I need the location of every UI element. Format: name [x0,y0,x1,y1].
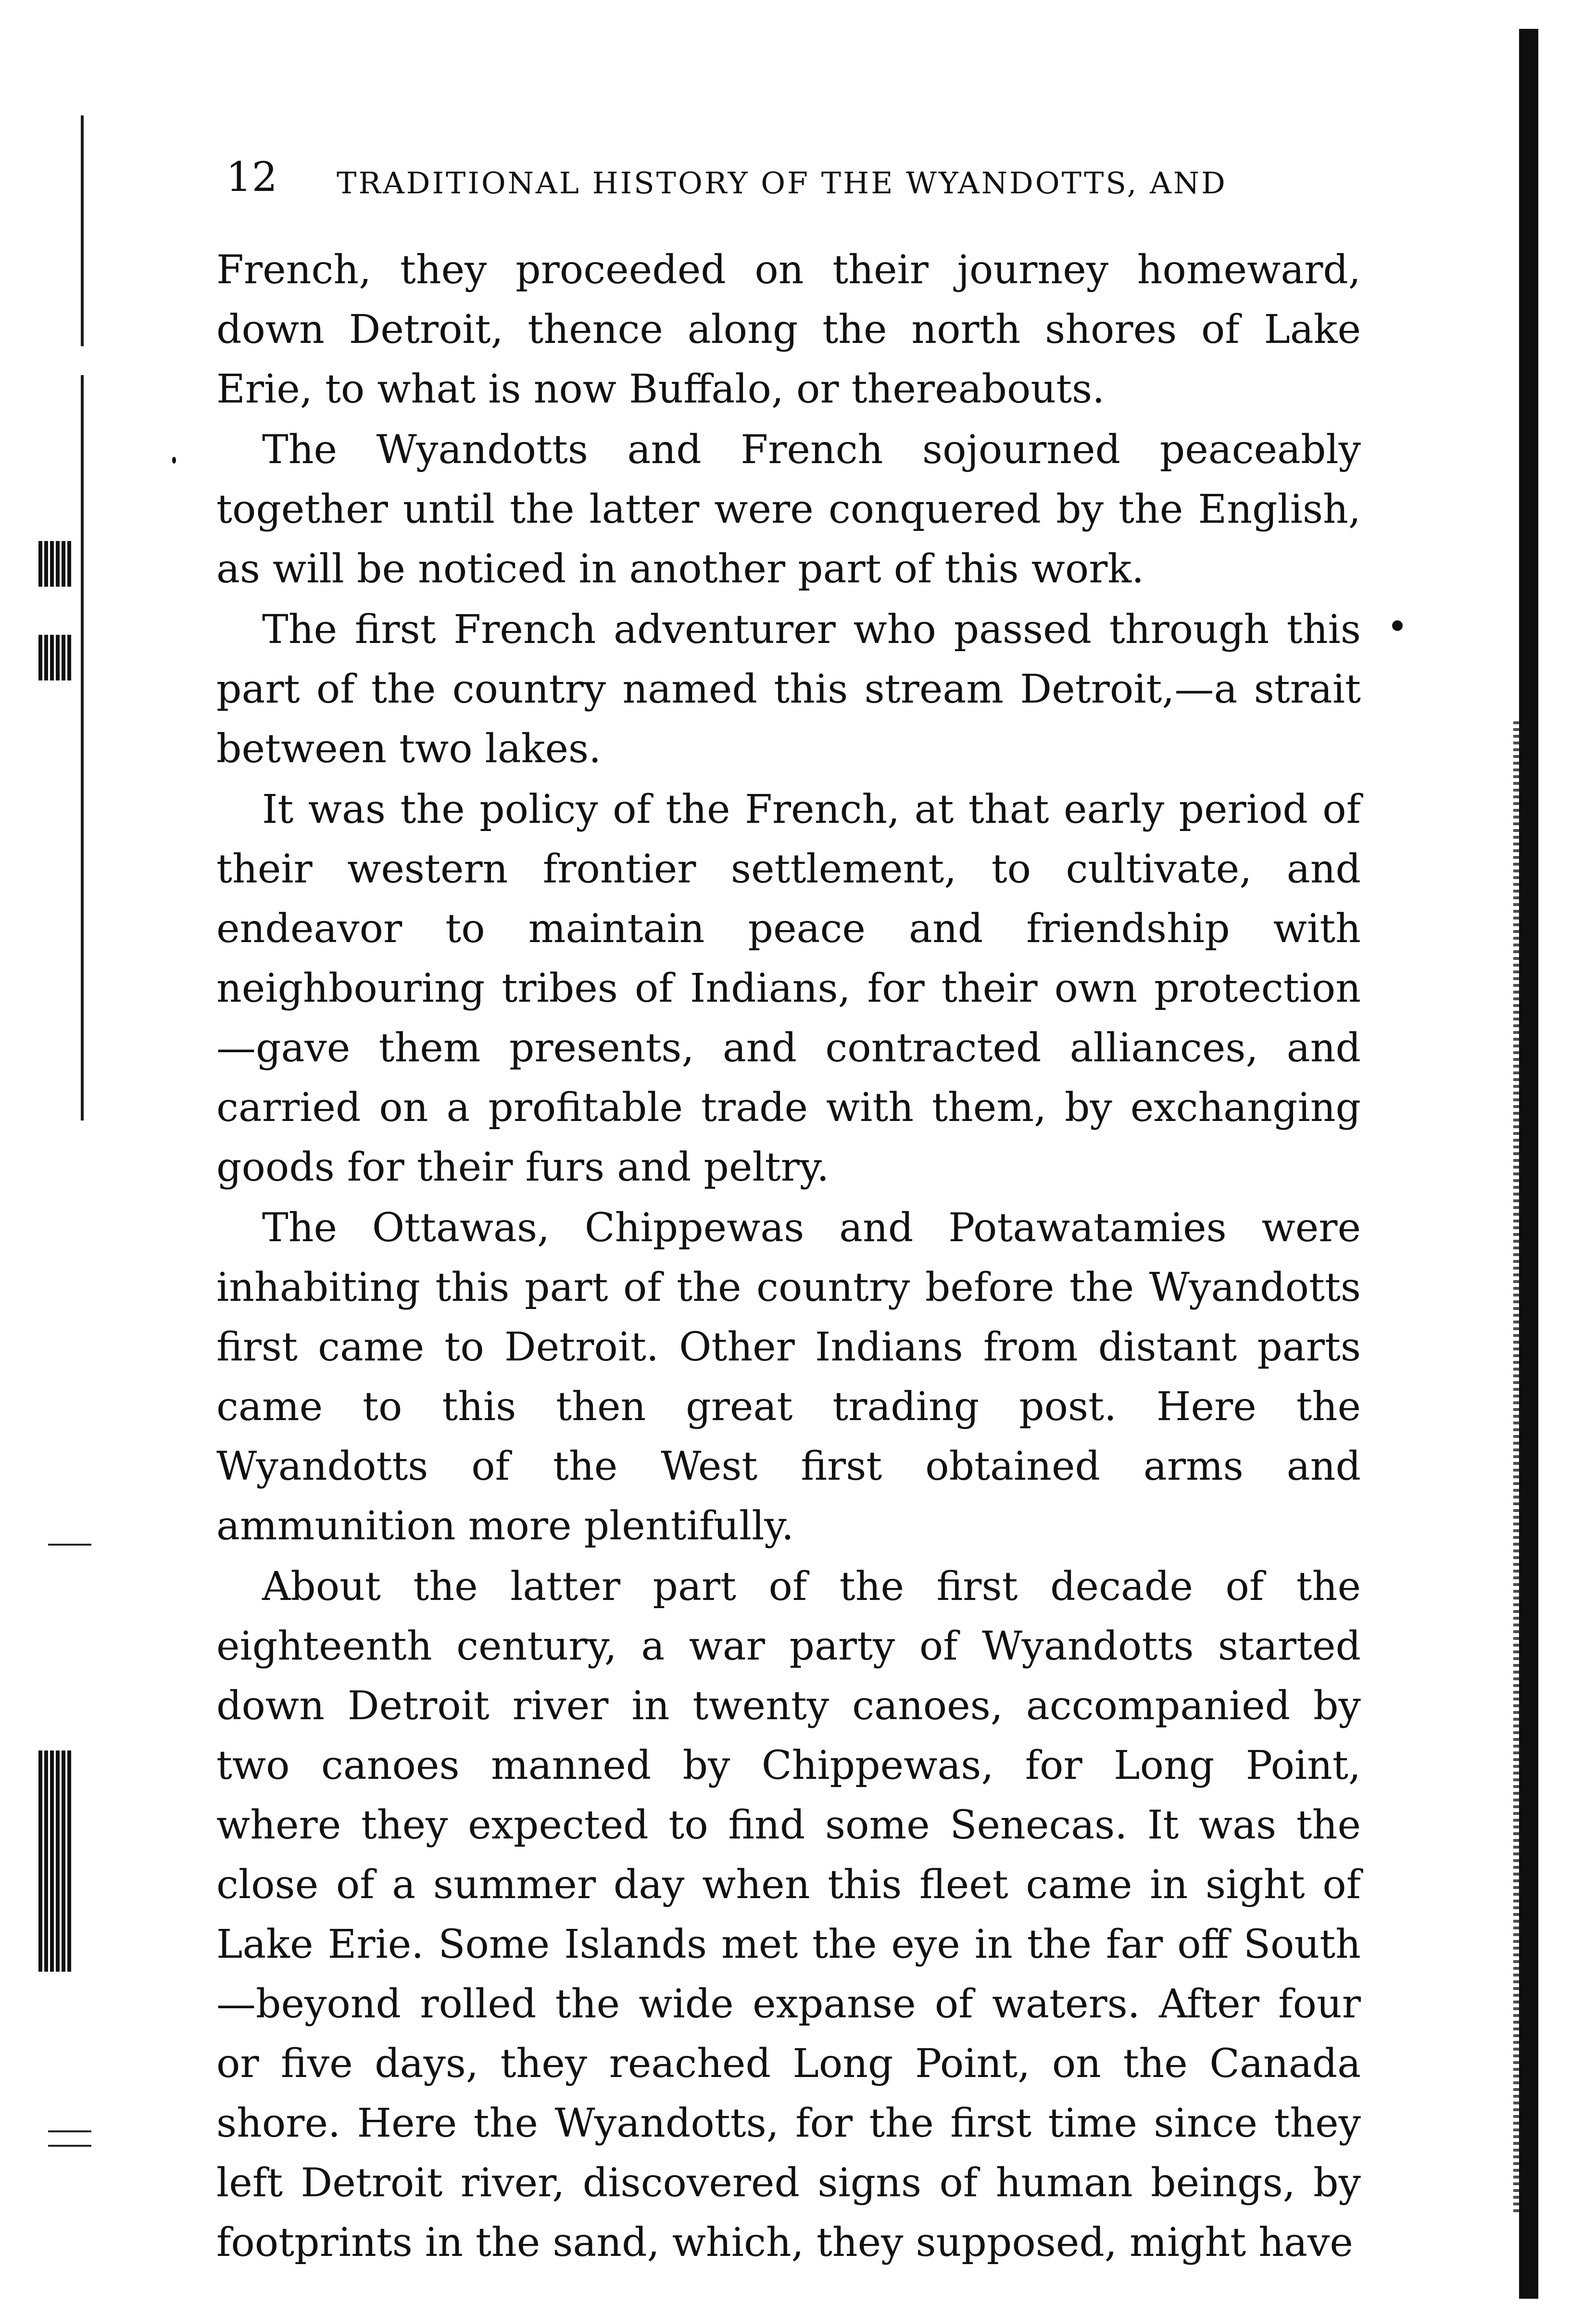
scan-left-rule [81,115,84,346]
paragraph: It was the policy of the French, at that early period of their western frontier settlement, to cultivate, and endeavor to maintain peace and friendship with neighbouring tribes of Indians, for their own protection—gave them presents, and contracted alliances, and carried on a profitable trade with them, by exchanging goods for their furs and peltry. [216,787,1361,1190]
paragraph: The Ottawas, Chippewas and Potawatamies were inhabiting this part of the country before the Wyandotts first came to Detroit. Other Indians from distant parts came to this then great trading post. Here the Wyandotts of the West first obtained arms and ammunition more plentifully. [216,1205,1361,1549]
scan-dot [1392,620,1403,631]
paragraph: French, they proceeded on their journey homeward, down Detroit, thence along the north shores of Lake Erie, to what is now Buffalo, or thereabouts. [216,247,1361,412]
scan-right-edge [1519,29,1538,2299]
page-number: 12 [226,153,277,201]
page-header [226,153,1361,206]
scan-right-edge-texture [1513,721,1519,2212]
running-head: TRADITIONAL HISTORY OF THE WYANDOTTS, AND [337,165,1227,201]
scan-left-block [38,541,72,587]
scan-tick [48,1544,91,1546]
scan-left-block [38,1750,72,1972]
scan-left-block [38,635,72,680]
scan-tick [48,2130,91,2132]
paragraph: About the latter part of the first decade of the eighteenth century, a war party of Wyandotts started down Detroit river in twenty canoes, accompanied by two canoes manned by Chippewas, for Long Point, where they expected to find some Senecas. It was the close of a summer day when this fleet came in sight of Lake Erie. Some Islands met the eye in the far off South—beyond rolled the wide expanse of waters. After four or five days, they reached Long Point, on the Canada shore. Here the Wyandotts, for the first time since they left Detroit river, discovered signs of human beings, by footprints in the sand, which, they supposed, might have [216,1564,1361,2266]
scan-left-rule [81,375,84,1121]
paragraph: The Wyandotts and French sojourned peaceably together until the latter were conquered by the English, as will be noticed in another part of this work. [216,427,1361,592]
scan-tick [48,2145,91,2147]
paragraph: The first French adventurer who passed through this part of the country named this stream Detroit,—a strait between two lakes. [216,607,1361,772]
body-text [216,240,1361,2274]
scan-dot [172,457,176,464]
